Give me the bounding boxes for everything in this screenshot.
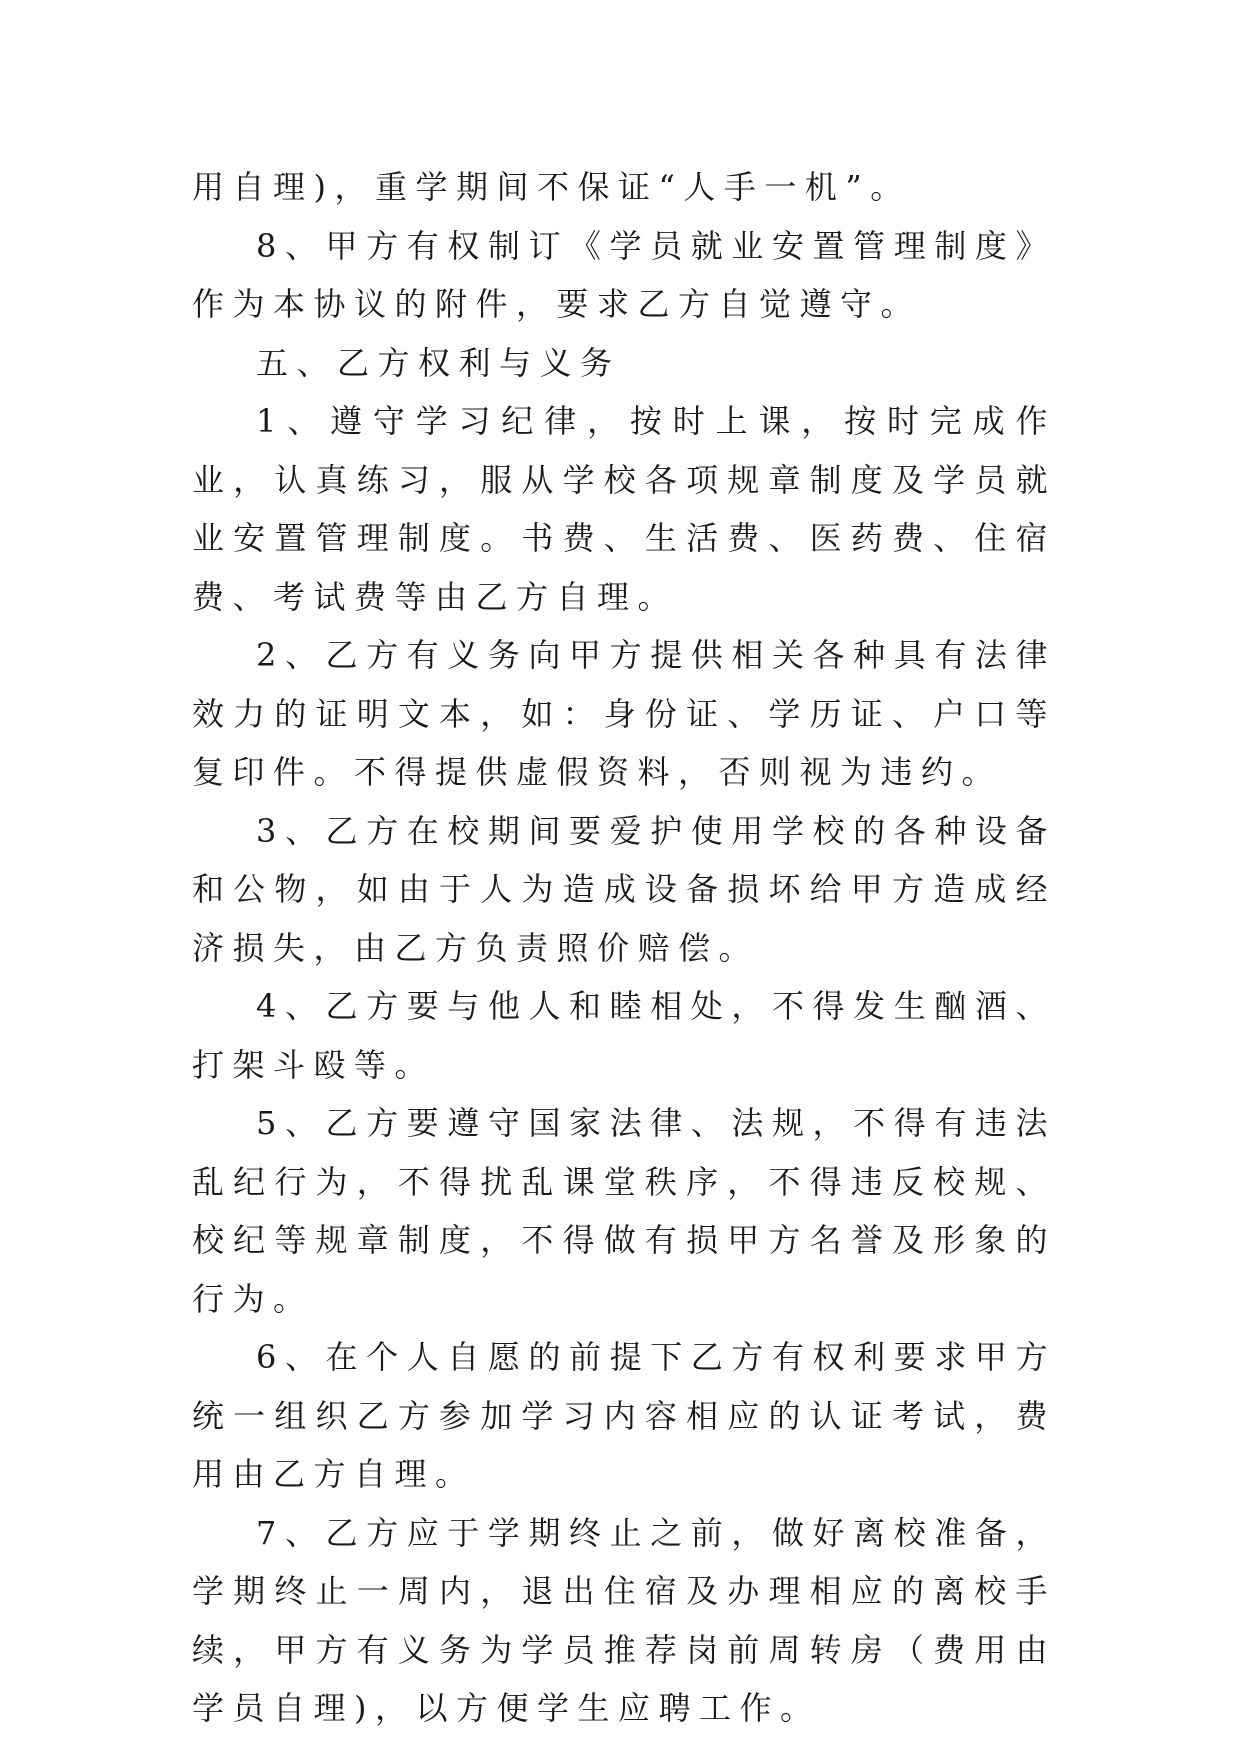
section-heading-party-b-rights: 五、乙方权利与义务 — [256, 343, 621, 382]
paragraph-item-4: 4、乙方要与他人和睦相处，不得发生酗酒、打架斗殴等。 — [192, 987, 1056, 1084]
paragraph-item-6: 6、在个人自愿的前提下乙方有权利要求甲方统一组织乙方参加学习内容相应的认证考试，费用由乙方自理。 — [192, 1338, 1056, 1493]
paragraph-item-2: 2、乙方有义务向甲方提供相关各种具有法律效力的证明文本，如：身份证、学历证、户口等复印件。不得提供虚假资料，否则视为违约。 — [192, 636, 1056, 791]
paragraph-item-8: 8、甲方有权制订《学员就业安置管理制度》作为本协议的附件，要求乙方自觉遵守。 — [192, 226, 1056, 323]
document-body — [192, 158, 1056, 1738]
paragraph-item-3: 3、乙方在校期间要爱护使用学校的各种设备和公物，如由于人为造成设备损坏给甲方造成经济损失，由乙方负责照价赔偿。 — [192, 811, 1056, 967]
paragraph-item-5: 5、乙方要遵守国家法律、法规，不得有违法乱纪行为，不得扰乱课堂秩序，不得违反校规、校纪等规章制度，不得做有损甲方名誉及形象的行为。 — [192, 1104, 1056, 1318]
paragraph-item-1: 1、遵守学习纪律，按时上课，按时完成作业，认真练习，服从学校各项规章制度及学员就业安置管理制度。书费、生活费、医药费、住宿费、考试费等由乙方自理。 — [192, 402, 1056, 616]
paragraph-item-7: 7、乙方应于学期终止之前，做好离校准备，学期终止一周内，退出住宿及办理相应的离校手续，甲方有义务为学员推荐岗前周转房（费用由学员自理)，以方便学生应聘工作。 — [192, 1513, 1056, 1727]
paragraph-continuation: 用自理)，重学期间不保证“人手一机”。 — [192, 168, 911, 206]
